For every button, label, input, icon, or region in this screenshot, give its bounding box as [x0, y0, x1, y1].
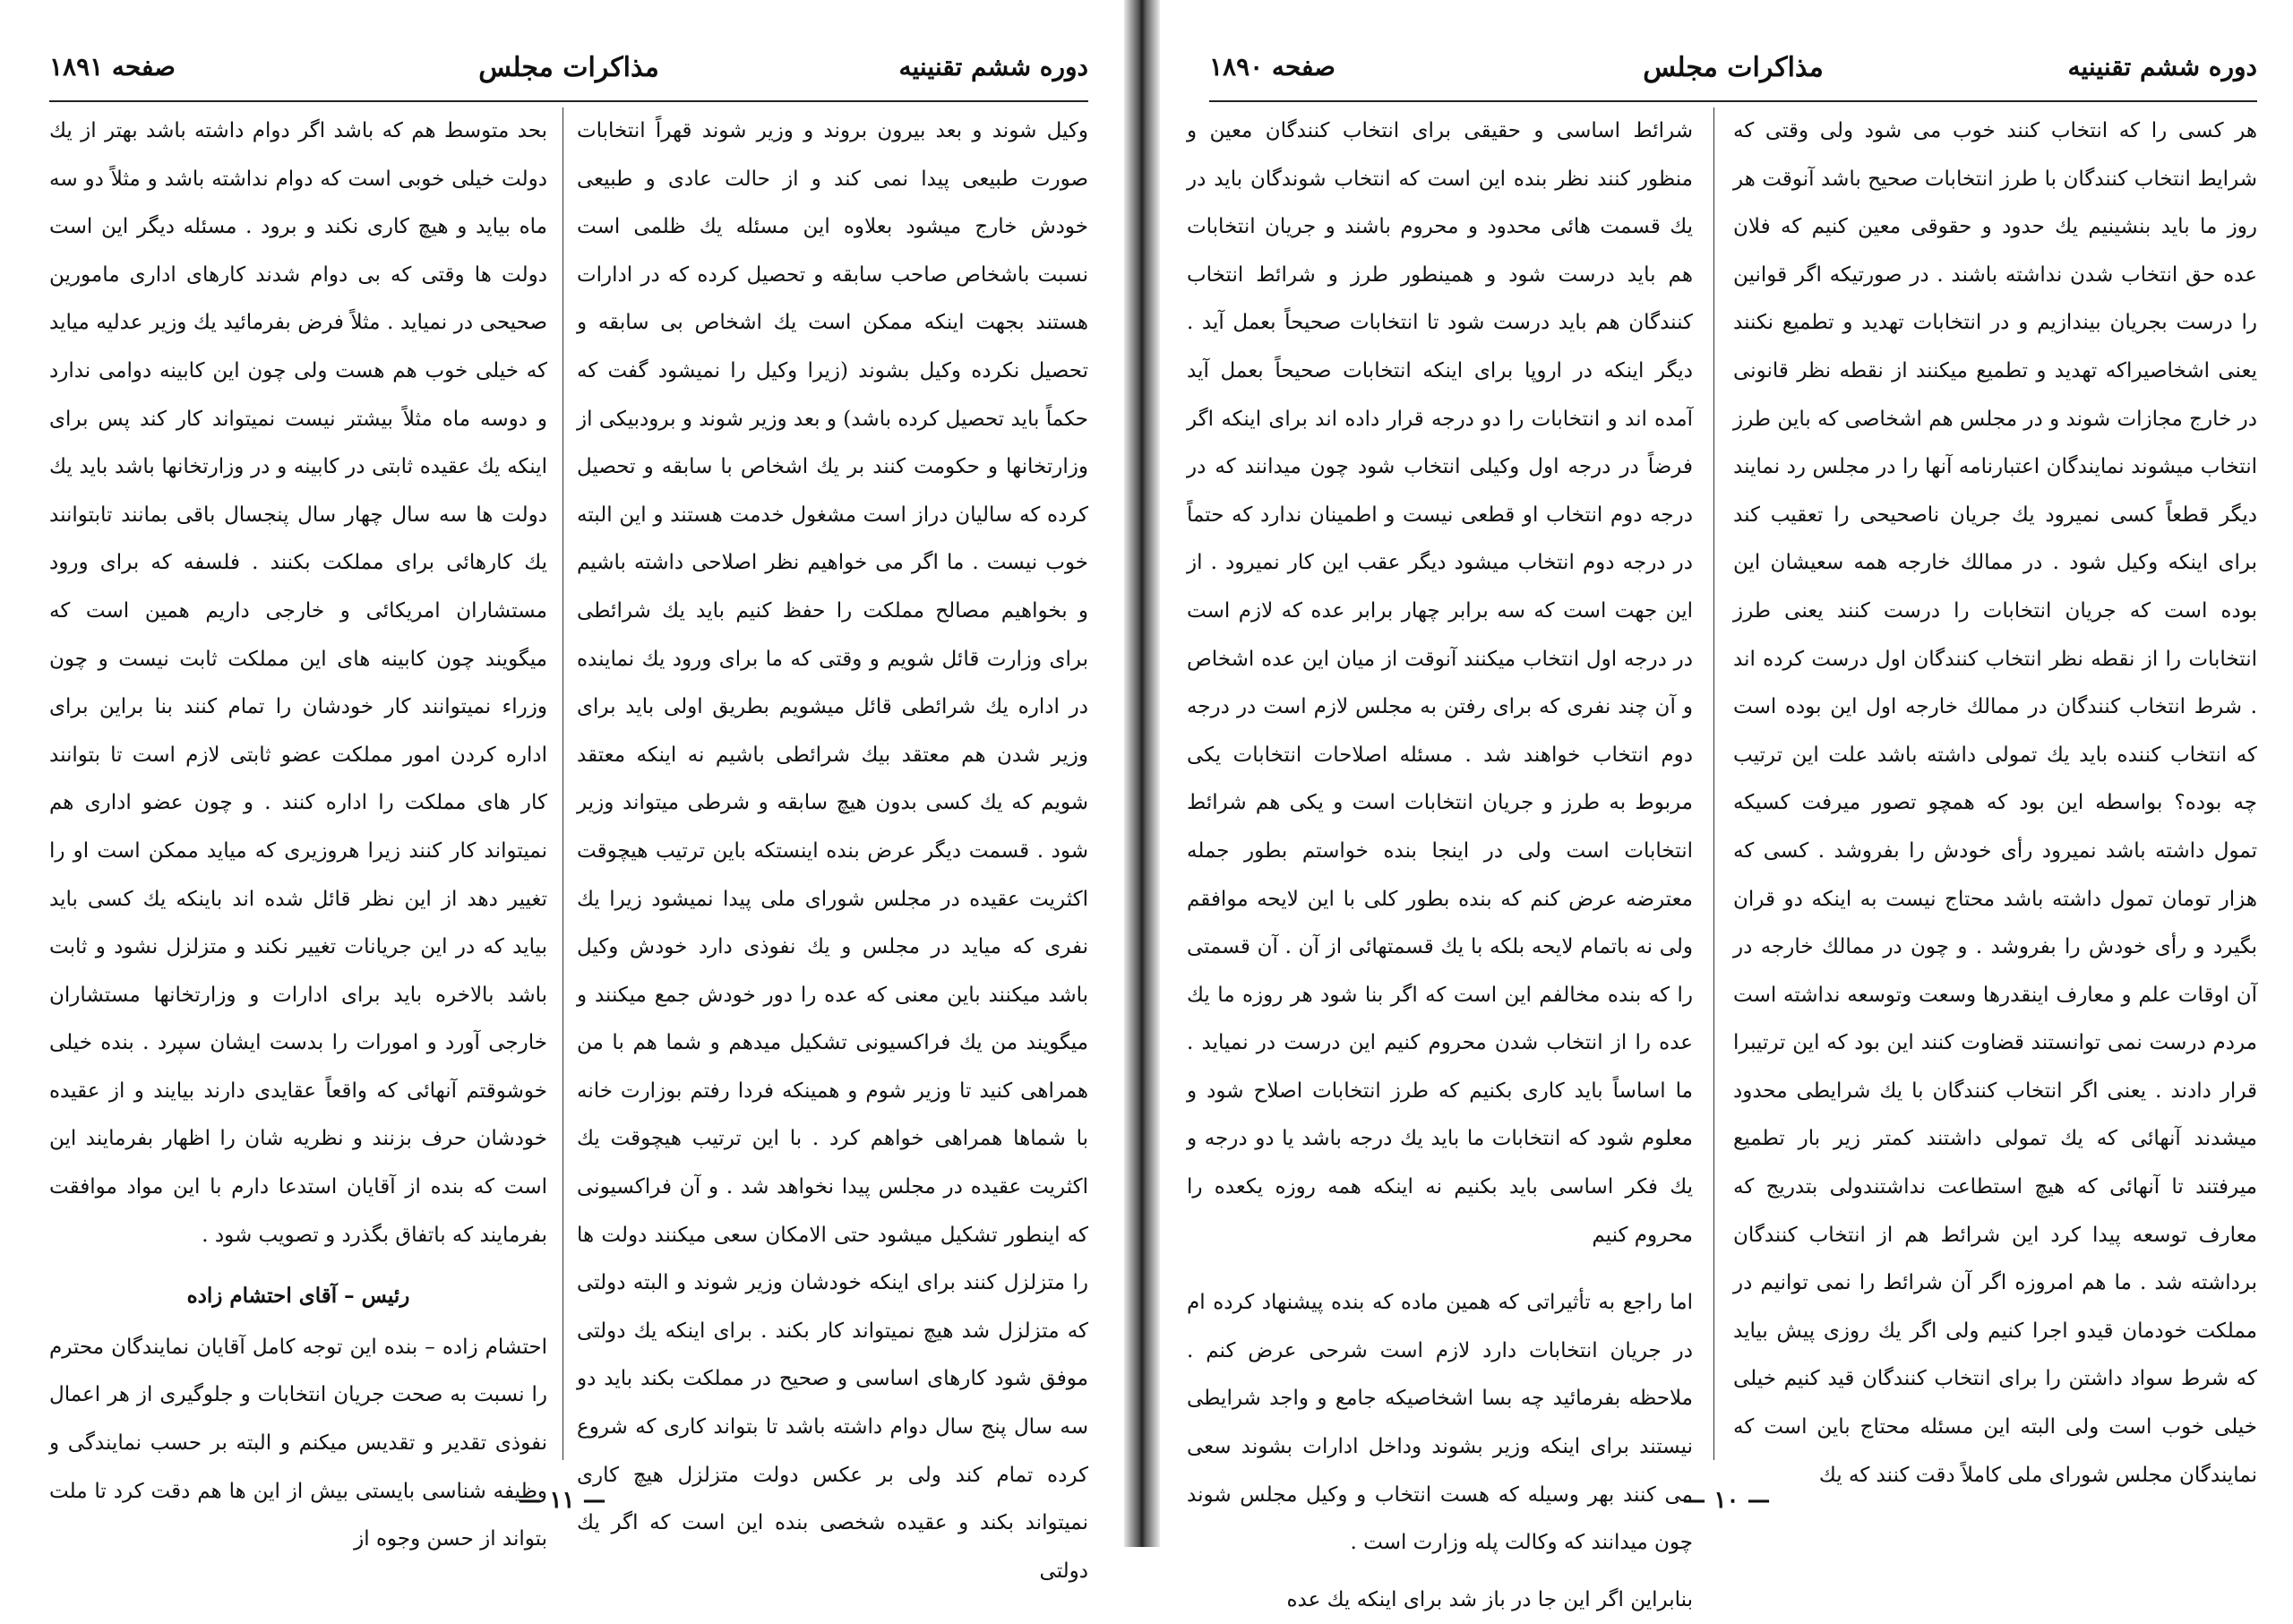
page-header	[1209, 52, 2257, 99]
page-1890	[1160, 0, 2293, 1611]
header-title: مذاکرات مجلس	[478, 52, 659, 83]
text-column-left	[1187, 107, 1693, 1611]
paragraph: احتشام زاده – بنده این توجه کامل آقایان نمایندگان محترم را نسبت به صحت جریان انتخابات و جلوگیری از هر اعمال نفوذی تقدیر و تقدیس میکنم و البته بر حسب نمایندگی و وظیفه شناسی بایستی بیش از این ها هم دقت کرد تا ملت بتواند از حسن وجوه از	[49, 1335, 547, 1551]
text-column-left	[49, 107, 547, 1551]
paragraph: بنابراین اگر این جا در باز شد برای اینکه یك عده	[1286, 1587, 1693, 1611]
text-column-right	[1733, 107, 2257, 1487]
paragraph: بحد متوسط هم که باشد اگر دوام داشته باشد بهتر از یك دولت خیلی خوبی است که دوام نداشته باشد و مثلاً دو سه ماه بیاید و هیچ کاری نکند و برود . مسئله دیگر این است دولت ها وقتی که بی دوام شدند کارهای اداری مامورین صحیحی در نمیاید . مثلاً فرض بفرمائید یك وزیر عدلیه میاید که خیلی خوب هم هست ولی چون این کابینه دوامی ندارد و دوسه ماه مثلاً بیشتر نیست نمیتواند کار کند پس برای اینکه یك عقیده ثابتی در کابینه و در وزارتخانها باشد باید یك دولت ها سه سال چهار سال پنجسال باقی بمانند تابتوانند یك کارهائی برای مملکت بکنند . فلسفه که برای ورود مستشاران امریکائی و خارجی داریم همین است که میگویند چون کابینه های این مملکت ثابت نیست و چون وزراء نمیتوانند کار خودشان را تمام کنند بنا براین برای اداره کردن امور مملکت عضو ثابتی لازم است تا بتوانند کار های مملکت را اداره کنند . و چون عضو اداری هم نمیتواند کار کنند زیرا هروزیری که میاید ممکن است او را تغییر دهد از این نظر قائل شده اند باینکه یك کسی باید بیاید که در این جریانات تغییر نکند و متزلزل نشود و ثابت باشد بالاخره باید برای ادارات و وزارتخانها مستشاران خارجی آورد و امورات را بدست ایشان سپرد . بنده خیلی خوشوقتم آنهائی که واقعاً عقایدی دارند بیایند و از عقیده خودشان حرف بزنند و نظریه شان را اظهار بفرمایند این است که بنده از آقایان استدعا دارم با این مواد موافقت بفرمایند که باتفاق بگذرد و تصویب شود .	[49, 119, 547, 1247]
header-rule	[49, 100, 1088, 102]
header-series: دوره ششم تقنینیه	[2067, 52, 2257, 82]
header-page-label: صفحه ۱۸۹۰	[1209, 52, 1335, 82]
paragraph: اما راجع به تأثیراتی که همین ماده که بنده پیشنهاد کرده ام در جریان انتخابات دارد لازم است شرحی عرض کنم . ملاحظه بفرمائید چه بسا اشخاصیکه جامع و واجد شرایطی نیستند برای اینکه وزیر بشوند وداخل ادارات بشوند سعی می کنند بهر وسیله که هست انتخاب و وکیل مجلس شوند چون میدانند که وکالت پله وزارت است .	[1187, 1291, 1693, 1555]
paragraph: وکیل شوند و بعد بیرون بروند و وزیر شوند قهراً انتخابات صورت طبیعی پیدا نمی کند و از حالت عادی و طبیعی خودش خارج میشود بعلاوه این مسئله یك ظلمی است نسبت باشخاص صاحب سابقه و تحصیل کرده که در ادارات هستند بجهت اینکه ممکن است یك اشخاص بی سابقه و تحصیل نکرده وکیل بشوند (زیرا وکیل را نمیشود گفت که حکماً باید تحصیل کرده باشد) و بعد وزیر شوند و برودبیکی از وزارتخانها و حکومت کنند بر یك اشخاص با سابقه و تحصیل کرده که سالیان دراز است مشغول خدمت هستند و این البته خوب نیست . ما اگر می خواهیم نظر اصلاحی داشته باشیم و بخواهیم مصالح مملکت را حفظ کنیم باید یك شرائطی برای وزارت قائل شویم و وقتی که ما برای ورود یك نماینده در اداره یك شرائطی قائل میشویم بطریق اولی باید برای وزیر شدن هم معتقد بیك شرائطی باشیم نه اینکه معتقد شویم که یك کسی بدون هیچ سابقه و شرطی میتواند وزیر شود . قسمت دیگر عرض بنده اینستکه باین ترتیب هیچوقت اکثریت عقیده در مجلس شورای ملی پیدا نمیشود زیرا یك نفری که میاید در مجلس و یك نفوذی دارد خودش وکیل باشد میکنند باین معنی که عده را دور خودش جمع میکنند و میگویند من یك فراکسیونی تشکیل میدهم و شما هم با من همراهی کنید تا وزیر شوم و همینکه فردا رفتم بوزارت خانه با شماها همراهی خواهم کرد . با این ترتیب هیچوقت یك اکثریت عقیده در مجلس پیدا نخواهد شد . و آن فراکسیونی که اینطور تشکیل میشود حتی الامکان سعی میکنند دولت ها را متزلزل کنند برای اینکه خودشان وزیر شوند و البته دولتی که متزلزل شد هیچ نمیتواند کار بکند . برای اینکه یك دولتی موفق شود کارهای اساسی و صحیح در مملکت بکند باید دو سه سال پنج سال دوام داشته باشد تا بتواند کاری که شروع کرده تمام کند ولی بر عکس دولت متزلزل هیچ کاری نمیتواند بکند و عقیده شخصی بنده این است که اگر یك دولتی	[577, 119, 1088, 1583]
paragraph: هر کسی را که انتخاب کنند خوب می شود ولی وقتی که شرایط انتخاب کنندگان با طرز انتخابات صحیح باشد آنوقت هر روز ما باید بنشینیم یك حدود و حقوقی معین کنیم که فلان عده حق انتخاب شدن نداشته باشند . در صورتیکه اگر قوانین را درست بجریان بیندازیم و در انتخابات تهدید و تطمیع نکنند یعنی اشخاصیراکه تهدید و تطمیع میکنند از نقطه نظر قانونی در خارج مجازات شوند و در مجلس هم اشخاصی که باین طرز انتخاب میشوند نمایندگان اعتبارنامه آنها را در مجلس رد نمایند دیگر قطعاً کسی نمیرود یك جریان ناصحیحی را تعقیب کند برای اینکه وکیل شود . در ممالك خارجه همه سعیشان این بوده است که جریان انتخابات را درست کنند یعنی طرز انتخابات را از نقطه نظر انتخاب کنندگان اول درست کرده اند . شرط انتخاب کنندگان در ممالك خارجه اول این بوده است که انتخاب کننده باید یك تمولی داشته باشد علت این ترتیب چه بوده؟ بواسطه این بود که همچو تصور میرفت کسیکه تمول داشته باشد نمیرود رأی خودش را بفروشد . کسی که هزار تومان تمول داشته باشد محتاج نیست به اینکه دو قران بگیرد و رأی خودش را بفروشد . و چون در ممالك خارجه در آن اوقات علم و معارف اینقدرها وسعت وتوسعه نداشته است مردم درست نمی توانستند قضاوت کنند این بود که این ترتیبرا قرار دادند . یعنی اگر انتخاب کنندگان با یك شرایطی محدود میشدند آنهائی که یك تمولی داشتند کمتر زیر بار تطمیع میرفتند تا آنهائی که هیچ استطاعت نداشتندولی بتدریج که معارف توسعه پیدا کرد این شرائط هم از انتخاب کنندگان برداشته شد . ما هم امروزه اگر آن شرائط را نمی توانیم در مملکت خودمان قیدو اجرا کنیم ولی اگر یك روزی پیش بیاید که شرط سواد داشتن را برای انتخاب کنندگان قید کنیم خیلی خیلی خوب است ولی البته این مسئله محتاج باین است که نمایندگان مجلس شورای ملی کاملاً دقت کنند که یك	[1733, 119, 2257, 1487]
header-title: مذاکرات مجلس	[1643, 52, 1824, 83]
text-column-right	[577, 107, 1088, 1583]
header-rule	[1209, 100, 2257, 102]
paragraph: شرائط اساسی و حقیقی برای انتخاب کنندگان معین و منظور کنند نظر بنده این است که انتخاب شوندگان باید در یك قسمت هائی محدود و محروم باشند و جریان انتخابات هم باید درست شود و همینطور طرز و شرائط انتخاب کنندگان هم باید درست شود تا انتخابات صحیحاً بعمل آید . دیگر اینکه در اروپا برای اینکه انتخابات صحیحاً بعمل آید آمده اند و انتخابات را دو درجه قرار داده اند برای اینکه اگر فرضاً در درجه اول وکیلی انتخاب شود چون میدانند که در درجه دوم انتخاب او قطعی نیست و اطمینان ندارد که حتماً در درجه دوم انتخاب میشود دیگر عقب این کار نمیرود . از این جهت است که سه برابر چهار برابر عده که لازم است در درجه اول انتخاب میکنند آنوقت از میان این عده اشخاص و آن چند نفری که برای رفتن به مجلس لازم است در درجه دوم انتخاب خواهند شد . مسئله اصلاحات انتخابات یکی مربوط به طرز و جریان انتخابات است و یکی هم شرائط انتخابات است ولی در اینجا بنده خواستم بطور جمله معترضه عرض کنم که بنده بطور کلی با این لایحه موافقم ولی نه باتمام لایحه بلکه با یك قسمتهائی از آن . آن قسمتی را که بنده مخالفم این است که اگر بنا شود هر روزه ما یك عده را از انتخاب شدن محروم کنیم این درست در نمیاید . ما اساساً باید کاری بکنیم که طرز انتخابات اصلاح شود و معلوم شود که انتخابات ما باید یك درجه باشد یا دو درجه و یك فکر اساسی باید بکنیم نه اینکه همه روزه یکعده را محروم کنیم	[1187, 119, 1693, 1247]
header-series: دوره ششم تقنینیه	[898, 52, 1088, 82]
book-gutter	[1124, 0, 1160, 1547]
page-number-footer: — ۱۰ —	[1682, 1487, 1771, 1514]
page-1891	[0, 0, 1124, 1583]
header-page-label: صفحه ۱۸۹۱	[49, 52, 176, 82]
page-header	[49, 52, 1088, 99]
speaker-heading: رئیس – آقای احتشام زاده	[186, 1284, 410, 1309]
page-number-footer: — ۱۱ —	[518, 1487, 606, 1514]
column-divider	[1713, 107, 1714, 1460]
